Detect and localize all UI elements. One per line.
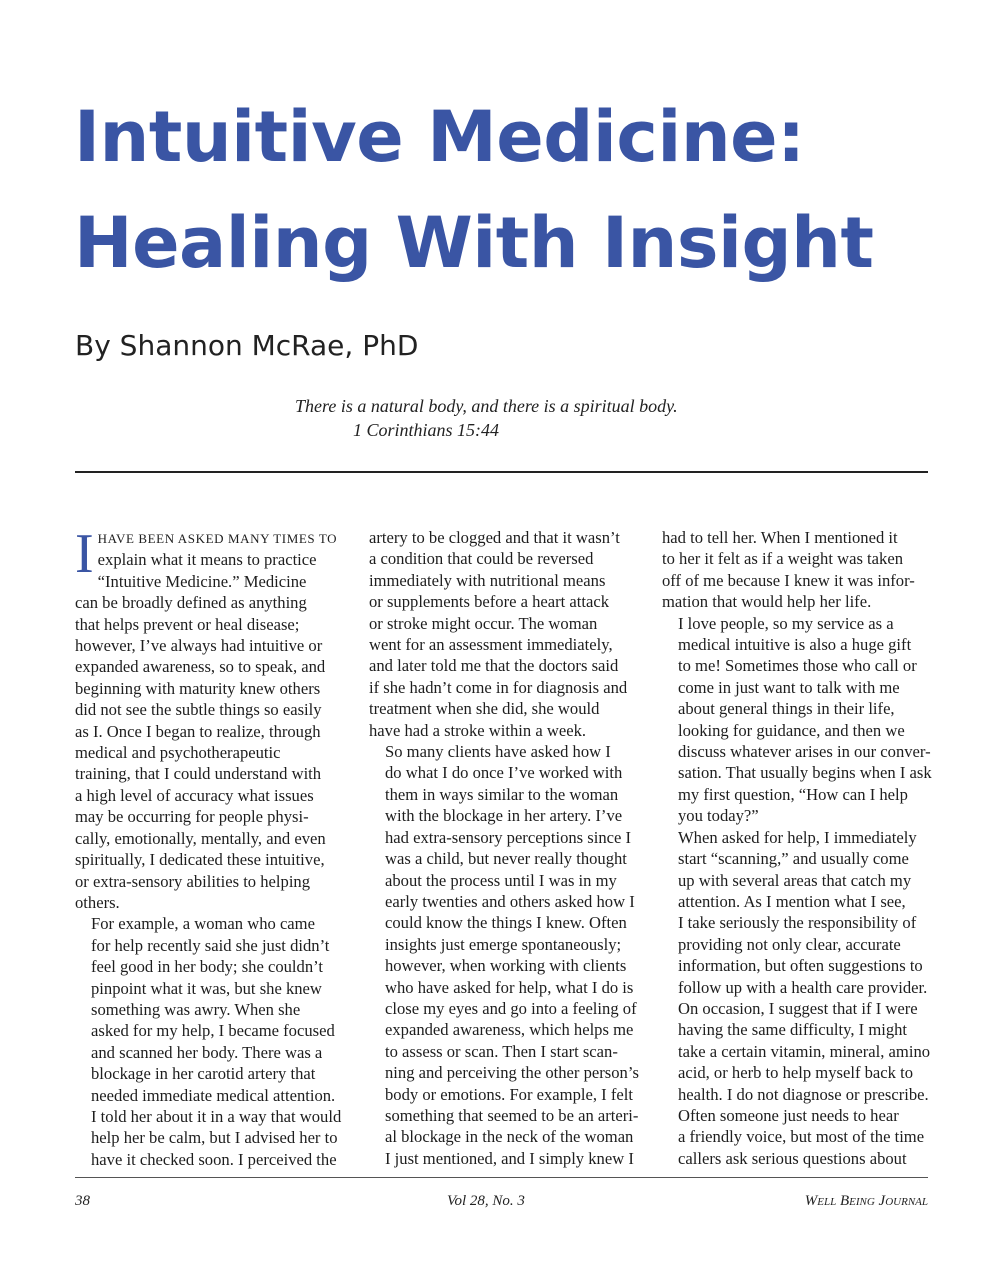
text-line: who have asked for help, what I do is (385, 977, 634, 997)
page-number: 38 (75, 1193, 90, 1209)
paragraph (662, 827, 930, 1105)
text-line: al blockage in the neck of the woman (385, 1127, 634, 1147)
article-title (74, 84, 954, 296)
text-line: callers ask serious questions about (678, 1148, 907, 1168)
text-line: may be occurring for people physi- (75, 807, 309, 827)
text-line: discuss whatever arises in our conver- (678, 742, 931, 762)
text-line: you today?” (678, 806, 759, 826)
issue-info: Vol 28, No. 3 (447, 1193, 525, 1209)
paragraph (75, 913, 343, 1170)
text-line: explain what it means to practice (97, 550, 317, 570)
text-line: I just mentioned, and I simply knew I (385, 1148, 634, 1168)
text-line: if she hadn’t come in for diagnosis and (369, 677, 628, 697)
lead-in-small-caps: HAVE BEEN ASKED MANY TIMES TO (97, 531, 338, 546)
text-line: something was awry. When she (91, 999, 301, 1019)
text-line: for help recently said she just didn’t (91, 935, 330, 955)
text-line: spiritually, I dedicated these intuitive, (75, 850, 325, 870)
text-line: however, when working with clients (385, 956, 627, 976)
paragraph (369, 527, 637, 741)
text-line: a condition that could be reversed (369, 549, 594, 569)
paragraph (662, 1105, 930, 1169)
text-line: had extra-sensory perceptions since I (385, 827, 632, 847)
text-line: acid, or herb to help myself back to (678, 1063, 914, 1083)
text-line: could know the things I knew. Often (385, 913, 627, 933)
text-line: others. (75, 892, 120, 912)
text-line: looking for guidance, and then we (678, 720, 905, 740)
text-line: or supplements before a heart attack (369, 592, 610, 612)
text-line: something that seemed to be an arteri- (385, 1105, 639, 1125)
text-line: needed immediate medical attention. (91, 1085, 336, 1105)
text-line: them in ways similar to the woman (385, 784, 619, 804)
text-line: that helps prevent or heal disease; (75, 614, 300, 634)
byline: By Shannon McRae, PhD (75, 329, 419, 362)
text-line: do what I do once I’ve worked with (385, 763, 623, 783)
text-line: “Intuitive Medicine.” Medicine (97, 571, 307, 591)
text-line: and scanned her body. There was a (91, 1042, 323, 1062)
text-line: beginning with maturity knew others (75, 678, 321, 698)
text-line: or extra-sensory abilities to helping (75, 871, 311, 891)
text-line: start “scanning,” and usually come (678, 849, 909, 869)
header-divider (75, 471, 928, 473)
text-line: have had a stroke within a week. (369, 720, 587, 740)
paragraph-lines (75, 549, 343, 913)
text-line: come in just want to talk with me (678, 677, 900, 697)
column-2 (369, 527, 637, 1169)
text-line: was a child, but never really thought (385, 849, 627, 869)
text-line: I love people, so my service as a (678, 613, 894, 633)
footer-divider (75, 1177, 928, 1178)
text-line: blockage in her carotid artery that (91, 1064, 316, 1084)
text-line: having the same difficulty, I might (678, 1020, 908, 1040)
paragraph-intro (75, 523, 343, 913)
text-line: information, but often suggestions to (678, 956, 923, 976)
text-line: expanded awareness, so to speak, and (75, 657, 326, 677)
text-line: off of me because I knew it was infor- (662, 570, 915, 590)
text-line: help her be calm, but I advised her to (91, 1128, 338, 1148)
text-line: early twenties and others asked how I (385, 891, 635, 911)
text-line: ning and perceiving the other person’s (385, 1063, 639, 1083)
text-line: attention. As I mention what I see, (678, 891, 906, 911)
text-line: close my eyes and go into a feeling of (385, 998, 637, 1018)
epigraph-text: There is a natural body, and there is a spiritual body. (295, 396, 678, 416)
paragraph (662, 613, 930, 827)
text-line: training, that I could understand with (75, 764, 322, 784)
title-line-1: Intuitive Medicine: (74, 96, 805, 178)
drop-cap: I (75, 523, 94, 585)
text-line: mation that would help her life. (662, 592, 872, 612)
text-line: immediately with nutritional means (369, 570, 606, 590)
text-line: a friendly voice, but most of the time (678, 1127, 925, 1147)
text-line: insights just emerge spontaneously; (385, 934, 622, 954)
text-line: body or emotions. For example, I felt (385, 1084, 633, 1104)
text-line: Often someone just needs to hear (678, 1105, 899, 1125)
text-line: to assess or scan. Then I start scan- (385, 1041, 618, 1061)
title-line-2: Healing With Insight (74, 202, 874, 284)
text-line: my first question, “How can I help (678, 784, 908, 804)
text-line: providing not only clear, accurate (678, 934, 901, 954)
text-line: to me! Sometimes those who call or (678, 656, 917, 676)
column-3 (662, 527, 930, 1169)
text-line: up with several areas that catch my (678, 870, 912, 890)
text-line: health. I do not diagnose or prescribe. (678, 1084, 929, 1104)
text-line: medical and psychotherapeutic (75, 743, 281, 763)
text-line: can be broadly defined as anything (75, 593, 307, 613)
text-line: feel good in her body; she couldn’t (91, 957, 323, 977)
text-line: however, I’ve always had intuitive or (75, 636, 323, 656)
text-line: medical intuitive is also a huge gift (678, 635, 912, 655)
text-line: with the blockage in her artery. I’ve (385, 806, 623, 826)
text-line: follow up with a health care provider. (678, 977, 928, 997)
text-line: treatment when she did, she would (369, 699, 600, 719)
text-line: and later told me that the doctors said (369, 656, 619, 676)
paragraph (662, 527, 930, 613)
text-line: to her it felt as if a weight was taken (662, 549, 903, 569)
text-line: asked for my help, I became focused (91, 1021, 335, 1041)
text-line: as I. Once I began to realize, through (75, 721, 321, 741)
text-line: have it checked soon. I perceived the (91, 1149, 337, 1169)
text-line: pinpoint what it was, but she knew (91, 978, 322, 998)
text-line: about the process until I was in my (385, 870, 617, 890)
text-line: expanded awareness, which helps me (385, 1020, 634, 1040)
text-line: cally, emotionally, mentally, and even (75, 828, 326, 848)
journal-name: Well Being Journal (804, 1193, 928, 1209)
text-line: When asked for help, I immediately (678, 827, 917, 847)
epigraph-reference: 1 Corinthians 15:44 (353, 420, 500, 440)
text-line: had to tell her. When I mentioned it (662, 528, 898, 547)
text-line: did not see the subtle things so easily (75, 700, 322, 720)
text-line: a high level of accuracy what issues (75, 785, 314, 805)
paragraph (369, 741, 637, 1169)
text-line: artery to be clogged and that it wasn’t (369, 528, 620, 547)
text-line: So many clients have asked how I (385, 742, 611, 762)
column-1 (75, 523, 343, 1170)
text-line: take a certain vitamin, mineral, amino (678, 1041, 931, 1061)
text-line: or stroke might occur. The woman (369, 613, 598, 633)
text-line: On occasion, I suggest that if I were (678, 998, 918, 1018)
text-line: went for an assessment immediately, (369, 635, 613, 655)
text-line: For example, a woman who came (91, 914, 315, 934)
text-line: sation. That usually begins when I ask (678, 763, 932, 783)
text-line: about general things in their life, (678, 699, 895, 719)
epigraph (295, 394, 678, 442)
text-line: I take seriously the responsibility of (678, 913, 917, 933)
text-line: I told her about it in a way that would (91, 1106, 342, 1126)
